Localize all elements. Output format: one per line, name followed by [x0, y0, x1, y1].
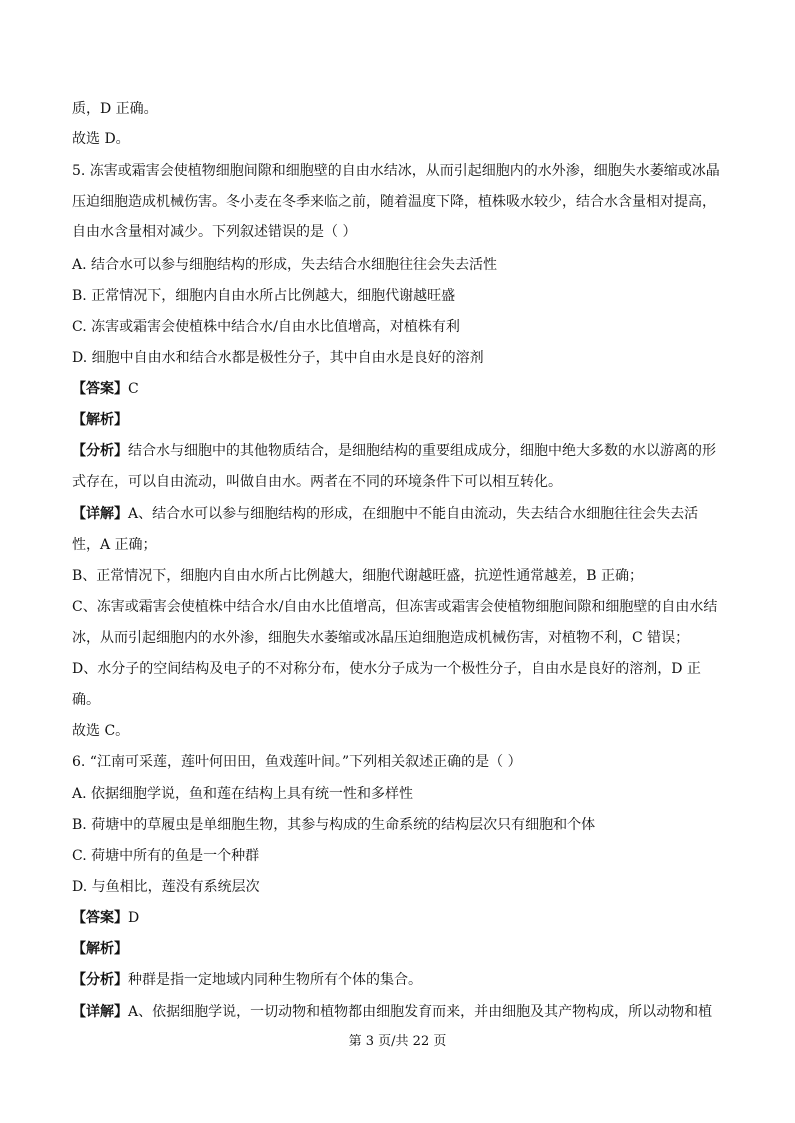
question-6-option-c: C. 荷塘中所有的鱼是一个种群 [72, 848, 260, 864]
text-line: B、正常情况下，细胞内自由水所占比例越大，细胞代谢越旺盛，抗逆性通常越差，B 正确； [72, 568, 644, 584]
analysis-heading [72, 940, 723, 958]
answer-line [72, 909, 723, 927]
xiangjie-text: A、结合水可以参与细胞结构的形成，在细胞中不能自由流动，失去结合水细胞往往会失去活 [128, 506, 699, 522]
text-line: C、冻害或霜害会使植株中结合水/自由水比值增高，但冻害或霜害会使植物细胞间隙和细胞壁的自由水结 [72, 599, 718, 615]
answer-tag: 【答案】 [72, 381, 128, 397]
text-line: 故选 D。 [72, 131, 130, 147]
page-footer: 第 3 页/共 22 页 [348, 1034, 447, 1049]
analysis-tag: 【解析】 [72, 412, 128, 428]
question-6-option-d: D. 与鱼相比，莲没有系统层次 [72, 879, 260, 895]
analysis-heading [72, 411, 723, 429]
question-6-stem: 6. “江南可采莲，莲叶何田田，鱼戏莲叶间。”下列相关叙述正确的是（ ） [72, 754, 522, 770]
text-line: 性，A 正确； [72, 537, 157, 553]
answer-line [72, 380, 723, 398]
xiangjie-line [72, 1003, 723, 1021]
question-5-stem: 压迫细胞造成机械伤害。冬小麦在冬季来临之前，随着温度下降，植株吸水较少，结合水含量相对提高， [72, 194, 716, 210]
question-6-option-a: A. 依据细胞学说，鱼和莲在结构上具有统一性和多样性 [72, 786, 414, 802]
fenxi-line [72, 971, 723, 989]
fenxi-text: 种群是指一定地域内同种生物所有个体的集合。 [128, 972, 422, 988]
xiangjie-line [72, 505, 723, 523]
text-line: 确。 [72, 692, 100, 708]
question-6-option-b: B. 荷塘中的草履虫是单细胞生物，其参与构成的生命系统的结构层次只有细胞和个体 [72, 817, 596, 833]
text-line: 式存在，可以自由流动，叫做自由水。两者在不同的环境条件下可以相互转化。 [72, 474, 562, 490]
xiangjie-tag: 【详解】 [72, 1004, 128, 1020]
xiangjie-tag: 【详解】 [72, 506, 128, 522]
answer-value: D [128, 910, 140, 926]
answer-tag: 【答案】 [72, 910, 128, 926]
answer-value: C [128, 381, 139, 397]
question-5-stem: 5. 冻害或霜害会使植物细胞间隙和细胞壁的自由水结冰，从而引起细胞内的水外渗，细胞失水萎缩或冰晶 [72, 163, 720, 179]
fenxi-text: 结合水与细胞中的其他物质结合，是细胞结构的重要组成成分，细胞中绝大多数的水以游离的形 [128, 443, 716, 459]
fenxi-tag: 【分析】 [72, 972, 128, 988]
analysis-tag: 【解析】 [72, 941, 128, 957]
text-line: D、水分子的空间结构及电子的不对称分布，使水分子成为一个极性分子，自由水是良好的溶剂，D 正 [72, 661, 701, 677]
question-5-stem: 自由水含量相对减少。下列叙述错误的是（ ） [72, 224, 357, 240]
text-line: 故选 C。 [72, 723, 130, 739]
question-5-option-b: B. 正常情况下，细胞内自由水所占比例越大，细胞代谢越旺盛 [72, 288, 456, 304]
fenxi-line [72, 442, 723, 460]
xiangjie-text: A、依据细胞学说，一切动物和植物都由细胞发育而来，并由细胞及其产物构成，所以动物和植 [128, 1004, 713, 1020]
text-line: 质，D 正确。 [72, 101, 158, 117]
fenxi-tag: 【分析】 [72, 443, 128, 459]
question-5-option-c: C. 冻害或霜害会使植株中结合水/自由水比值增高，对植株有利 [72, 319, 460, 335]
question-5-option-a: A. 结合水可以参与细胞结构的形成，失去结合水细胞往往会失去活性 [72, 257, 498, 273]
question-5-option-d: D. 细胞中自由水和结合水都是极性分子，其中自由水是良好的溶剂 [72, 350, 484, 366]
text-line: 冰，从而引起细胞内的水外渗，细胞失水萎缩或冰晶压迫细胞造成机械伤害，对植物不利，C 错误； [72, 630, 690, 646]
